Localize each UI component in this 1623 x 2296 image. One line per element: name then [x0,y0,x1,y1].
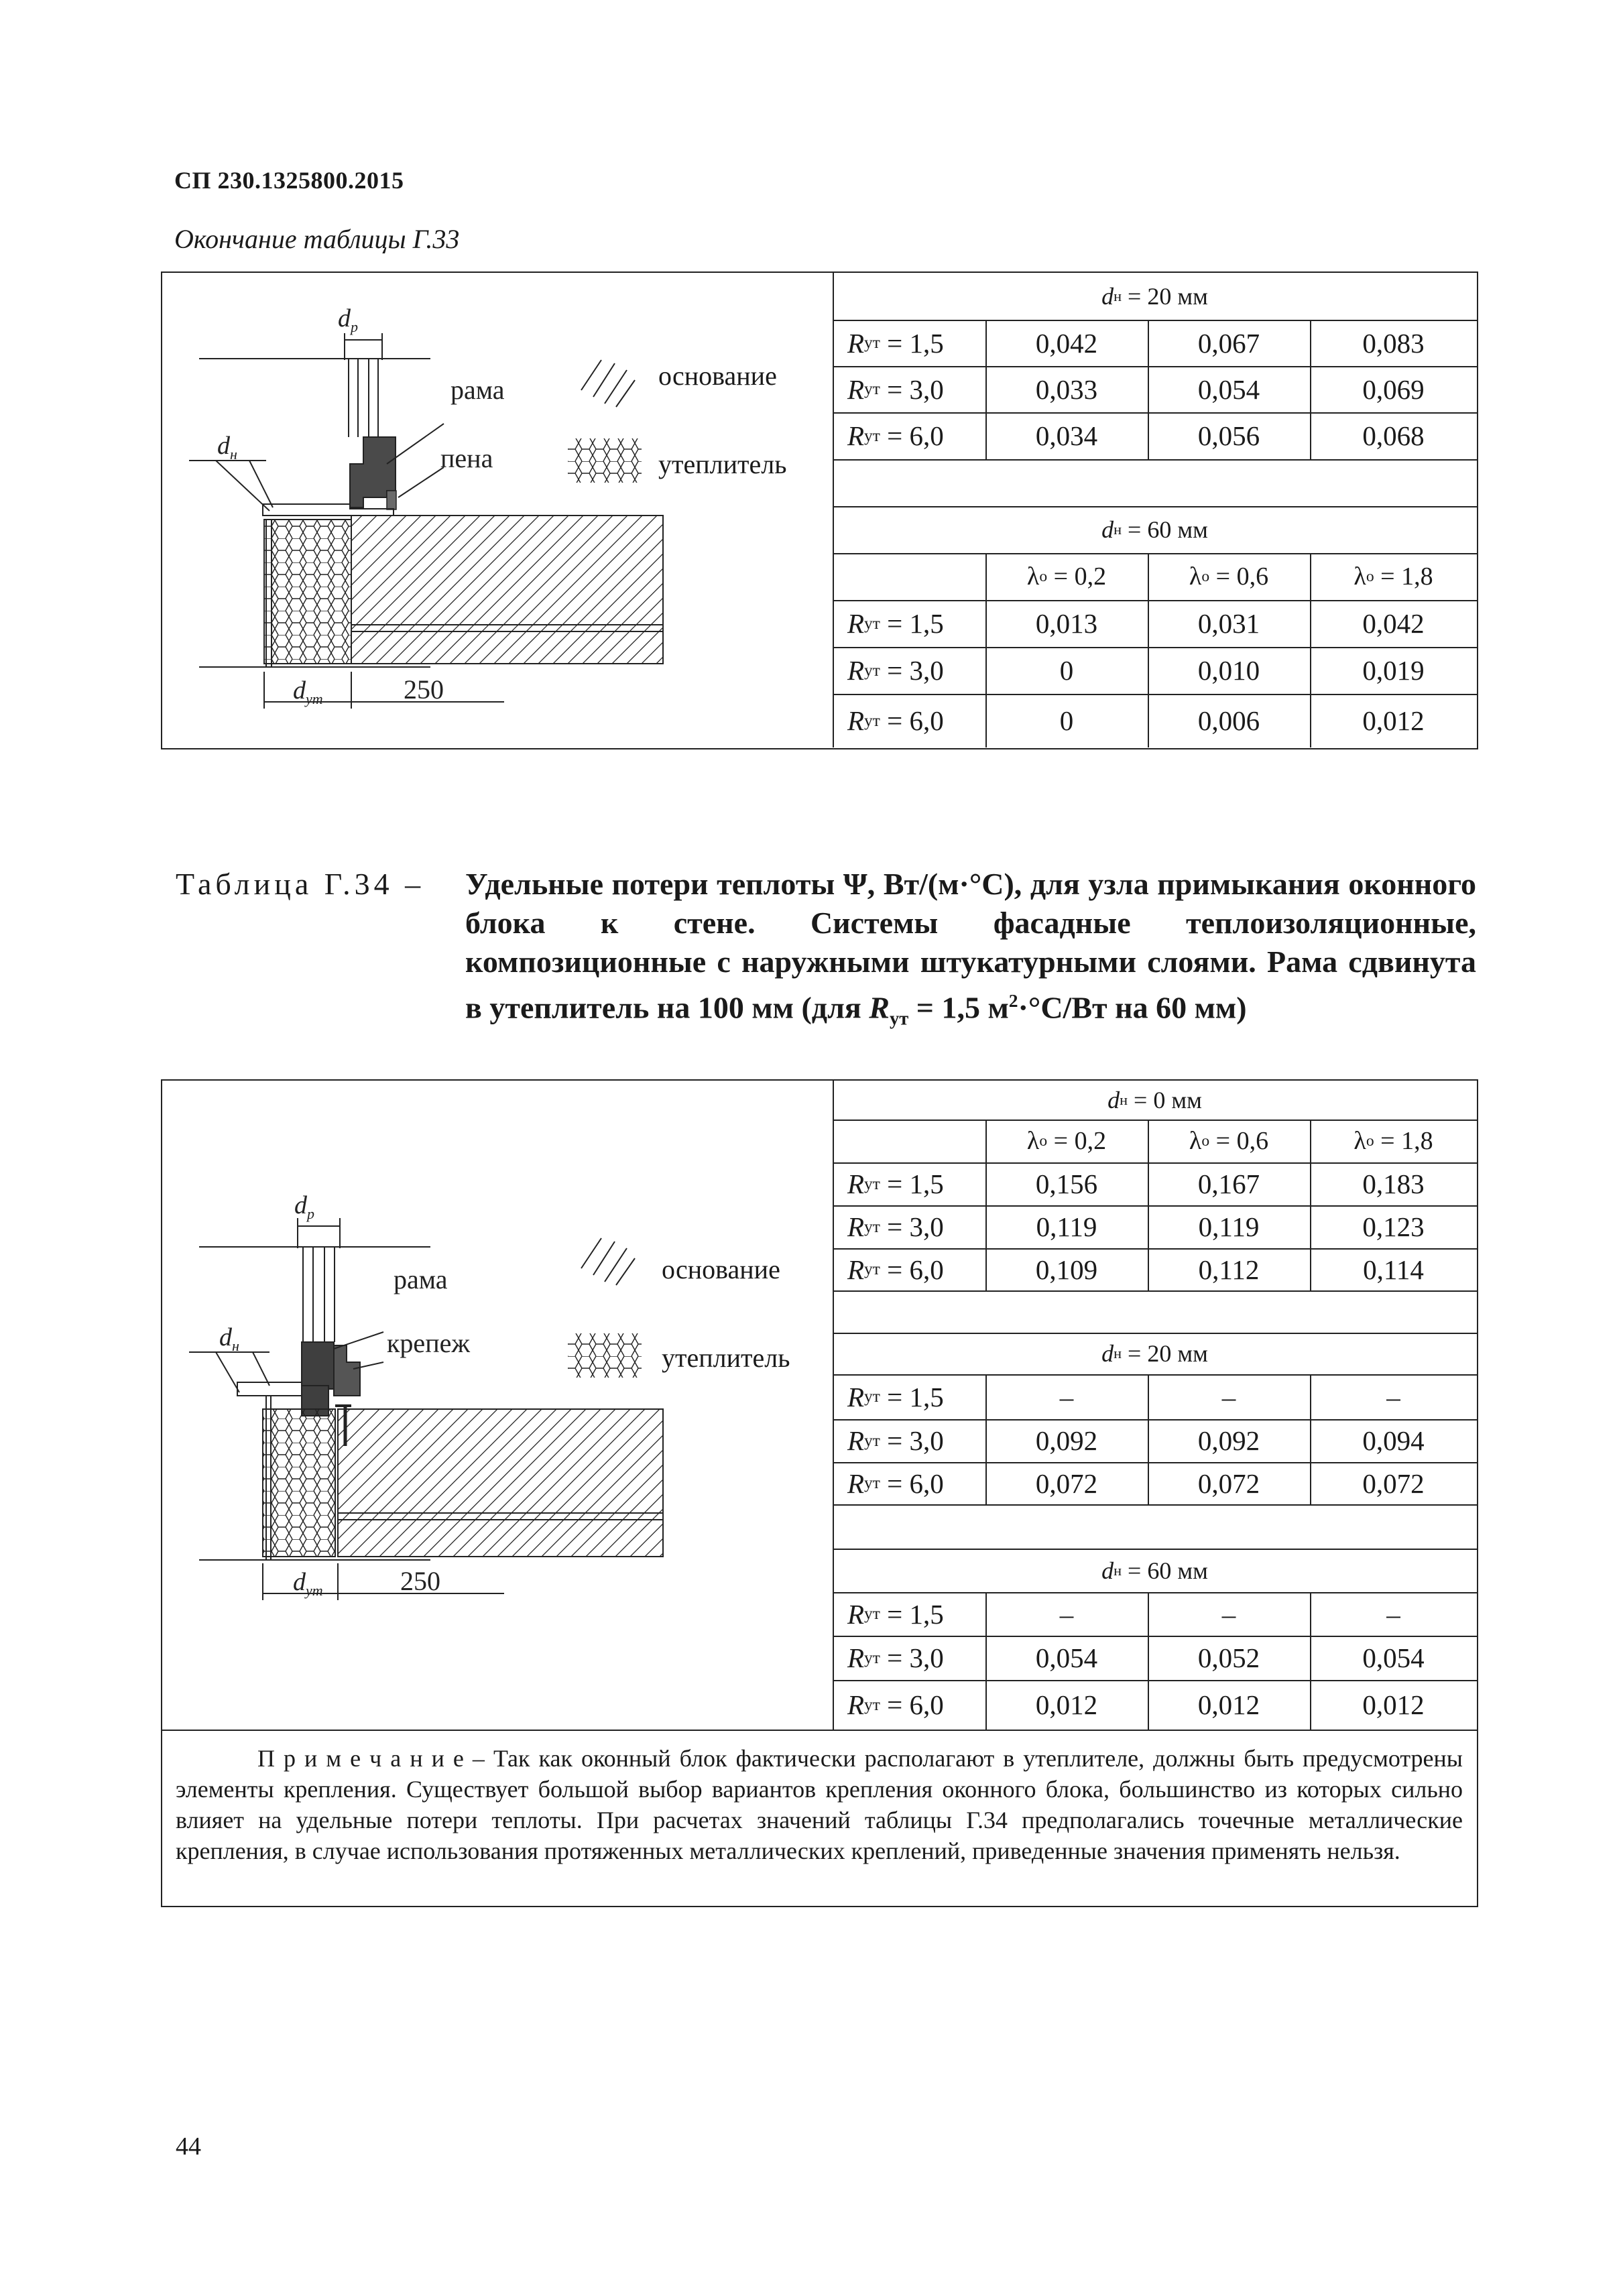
value-cell: – [1059,1598,1074,1630]
section-heading-dn60: d н = 60 мм [1101,516,1208,543]
value-cell: 0,123 [1362,1211,1425,1242]
value-cell: 0,012 [1035,1689,1098,1720]
value-cell: 0 [1059,705,1074,736]
value-cell: 0,010 [1197,655,1260,686]
value-cell: 0,034 [1035,420,1098,451]
value-cell: 0,042 [1035,327,1098,359]
legend-insulation-label: утеплитель [662,1343,790,1373]
value-cell: 0,042 [1362,608,1425,639]
insulation-hex-icon [564,437,645,484]
lambda-header: λ о = 0,2 [1026,1127,1107,1155]
value-cell: – [1386,1598,1400,1630]
table-continuation-caption: Окончание таблицы Г.33 [174,224,460,254]
value-cell: 0,054 [1362,1642,1425,1673]
section-heading-dn20: d н = 20 мм [1101,1340,1208,1367]
row-label: R ут = 3,0 [847,1211,944,1242]
value-cell: 0,012 [1362,705,1425,736]
legend-base-label: основание [658,361,777,391]
row-label: R ут = 6,0 [847,420,944,451]
value-cell: 0 [1059,655,1074,686]
row-label: R ут = 3,0 [847,373,944,405]
value-cell: 0,019 [1362,655,1425,686]
value-cell: 0,112 [1198,1254,1260,1285]
value-cell: 0,033 [1035,373,1098,405]
value-cell: 0,054 [1035,1642,1098,1673]
document-code: СП 230.1325800.2015 [174,167,404,194]
base-hatch-icon [568,1231,645,1325]
frame-label: рама [450,375,505,405]
value-cell: 0,083 [1362,327,1425,359]
dim-dp-label: $d_р$ [294,1191,314,1222]
value-cell: 0,013 [1035,608,1098,639]
legend-insulation-label: утеплитель [658,449,787,479]
value-cell: 0,114 [1363,1254,1424,1285]
value-cell: 0,067 [1197,327,1260,359]
dim-250-label: 250 [400,1566,440,1596]
row-label: R ут = 1,5 [847,327,944,359]
value-cell: 0,054 [1197,373,1260,405]
row-label: R ут = 3,0 [847,1425,944,1456]
dim-dut-label: $d_{ут}$ [293,1568,323,1599]
section-heading-dn60: d н = 60 мм [1101,1557,1208,1584]
dim-dn-label: $d_н$ [217,432,237,463]
value-cell: 0,072 [1362,1467,1425,1499]
lambda-header: λ о = 0,2 [1026,562,1107,591]
value-cell: 0,056 [1197,420,1260,451]
value-cell: 0,031 [1197,608,1260,639]
table-g34-title: Удельные потери теплоты Ψ, Вт/(м·°С), для узла примыкания оконного блока к стене. Системы фасадные теплоизоляционные, композиционные с наружными штукатурными слоями. Рама сдвинута в утеплитель на 100 мм (для $R_{ут} = 1,5$ $м^2\cdot^\circ С/Вт$ на 60 мм) [465,867,1476,1030]
lambda-header: λ о = 1,8 [1354,1127,1433,1155]
value-cell: 0,069 [1362,373,1425,405]
fastener-label: крепеж [387,1328,470,1358]
value-cell: 0,006 [1197,705,1260,736]
section-heading-dn20: d н = 20 мм [1101,283,1208,310]
value-cell: 0,052 [1197,1642,1260,1673]
lambda-header: λ о = 0,6 [1189,562,1269,591]
legend-base-label: основание [662,1254,780,1284]
row-label: R ут = 3,0 [847,1642,944,1673]
section-heading-dn0: d н = 0 мм [1107,1087,1202,1113]
dim-dp-label: $d_р$ [338,304,358,335]
value-cell: 0,012 [1197,1689,1260,1720]
row-label: R ут = 6,0 [847,1254,944,1285]
row-label: R ут = 6,0 [847,1467,944,1499]
value-cell: – [1386,1381,1400,1412]
note-label: П р и м е ч а н и е – [257,1745,485,1772]
foam-label: пена [440,443,493,473]
table-note [176,1743,1463,1866]
value-cell: – [1221,1598,1236,1630]
value-cell: – [1059,1381,1074,1412]
value-cell: 0,092 [1197,1425,1260,1456]
lambda-header: λ о = 1,8 [1354,562,1433,591]
value-cell: 0,072 [1197,1467,1260,1499]
lambda-header: λ о = 0,6 [1189,1127,1269,1155]
row-label: R ут = 3,0 [847,655,944,686]
row-label: R ут = 6,0 [847,1689,944,1720]
value-cell: 0,183 [1362,1168,1425,1199]
note-text: Так как оконный блок фактически располагают в утеплителе, должны быть предусмотрены элементы крепления. Существует большой выбор вариантов крепления оконного блока, большинство из которых сильно влияет на удельные потери теплоты. При расчетах значений таблицы Г.34 предполагались точечные металлические крепления, в случае использования протяженных металлических креплений, приведенные значения применять нельзя. [176,1745,1463,1864]
page-number: 44 [176,2132,201,2161]
wall-junction-diagram [162,1081,833,1730]
insulation-hex-icon [564,1332,645,1379]
wall-junction-diagram [162,273,833,747]
value-cell: 0,072 [1035,1467,1098,1499]
value-cell: 0,012 [1362,1689,1425,1720]
dim-250-label: 250 [404,674,444,705]
row-label: R ут = 6,0 [847,705,944,736]
value-cell: 0,119 [1198,1211,1260,1242]
table-g34-number: Таблица Г.34 – [176,867,425,901]
value-cell: 0,119 [1036,1211,1097,1242]
value-cell: 0,109 [1035,1254,1098,1285]
value-cell: – [1221,1381,1236,1412]
table-g34 [161,1079,1478,1907]
value-cell: 0,094 [1362,1425,1425,1456]
table-g33 [161,271,1478,749]
dim-dn-label: $d_н$ [219,1323,239,1354]
row-label: R ут = 1,5 [847,1381,944,1412]
base-hatch-icon [568,353,645,447]
row-label: R ут = 1,5 [847,608,944,639]
frame-label: рама [394,1264,448,1294]
value-cell: 0,092 [1035,1425,1098,1456]
row-label: R ут = 1,5 [847,1168,944,1199]
dim-dut-label: $d_{ут}$ [293,676,323,707]
value-cell: 0,156 [1035,1168,1098,1199]
value-cell: 0,167 [1197,1168,1260,1199]
value-cell: 0,068 [1362,420,1425,451]
row-label: R ут = 1,5 [847,1598,944,1630]
